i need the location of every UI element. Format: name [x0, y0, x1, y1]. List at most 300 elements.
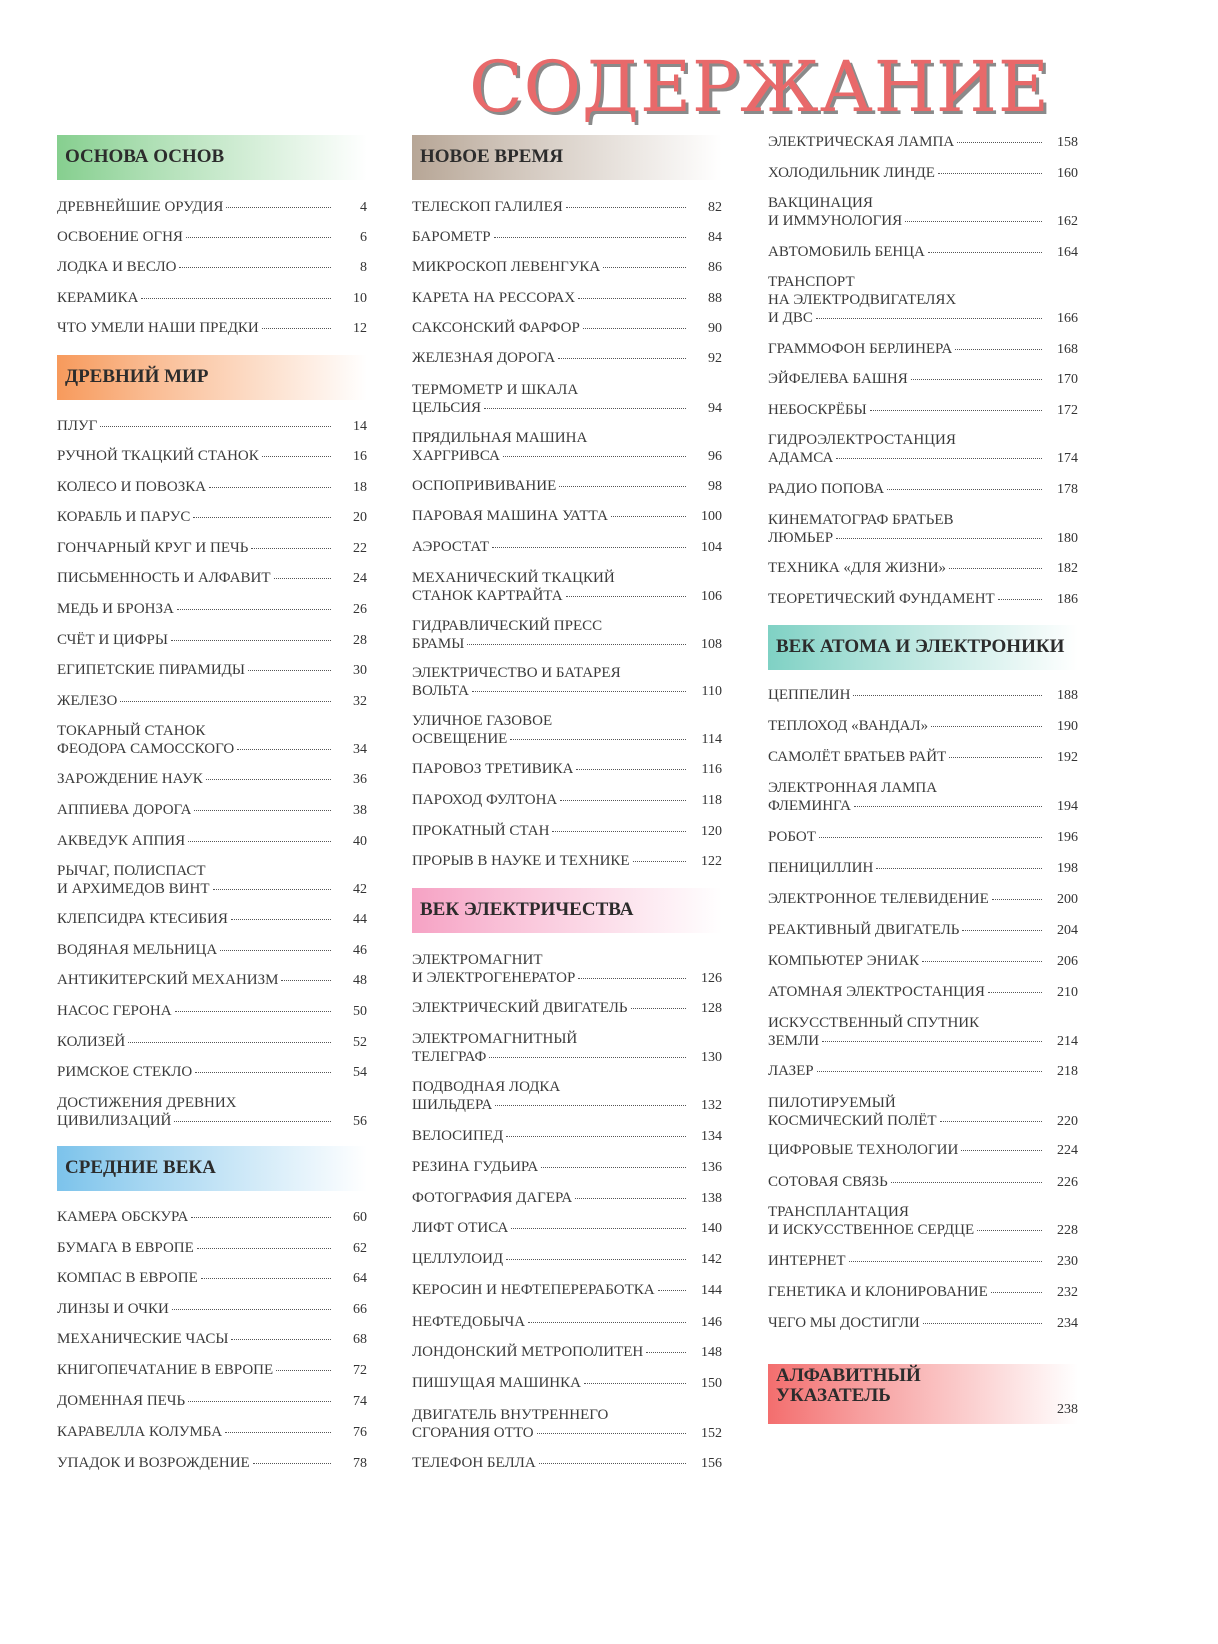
toc-entry-title: СГОРАНИЯ ОТТО	[412, 1425, 534, 1441]
toc-entry-title: ЛОДКА И ВЕСЛО	[57, 259, 177, 275]
toc-entry[interactable]	[57, 971, 367, 990]
page-number: 72	[353, 1363, 367, 1378]
dot-leader	[231, 1339, 331, 1340]
toc-entry[interactable]	[57, 600, 367, 619]
dot-leader	[492, 547, 686, 548]
toc-entry[interactable]	[768, 340, 1078, 359]
toc-entry[interactable]	[57, 1392, 367, 1411]
toc-entry-title: ДОСТИЖЕНИЯ ДРЕВНИХ	[57, 1095, 237, 1111]
toc-entry[interactable]	[412, 999, 722, 1018]
toc-entry[interactable]	[412, 477, 722, 496]
dot-leader	[817, 1071, 1042, 1072]
toc-entry-row	[57, 417, 367, 436]
dot-leader	[201, 1278, 331, 1279]
toc-entry-row	[57, 692, 367, 711]
toc-entry-row	[412, 999, 722, 1018]
toc-entry[interactable]	[768, 748, 1078, 767]
dot-leader	[576, 769, 686, 770]
toc-entry-title: И АРХИМЕДОВ ВИНТ	[57, 881, 210, 897]
toc-entry[interactable]	[412, 1374, 722, 1393]
toc-entry-title: АКВЕДУК АППИЯ	[57, 833, 186, 849]
dot-leader	[194, 810, 331, 811]
toc-entry-title: ЦИФРОВЫЕ ТЕХНОЛОГИИ	[768, 1142, 959, 1158]
toc-entry[interactable]	[412, 852, 722, 871]
toc-entry-title: ЛИНЗЫ И ОЧКИ	[57, 1301, 169, 1317]
toc-entry-row	[57, 508, 367, 527]
toc-entry[interactable]	[768, 1252, 1078, 1271]
page-number: 54	[353, 1065, 367, 1080]
toc-entry-row	[768, 952, 1078, 971]
toc-entry-title: И ЭЛЕКТРОГЕНЕРАТОР	[412, 970, 576, 986]
toc-entry[interactable]	[768, 1141, 1078, 1160]
toc-entry-row	[412, 507, 722, 526]
toc-entry[interactable]	[57, 941, 367, 960]
page-number: 32	[353, 694, 367, 709]
toc-entry[interactable]	[57, 1423, 367, 1442]
toc-entry[interactable]	[412, 760, 722, 779]
toc-entry[interactable]	[768, 370, 1078, 389]
toc-entry-title: ЛАЗЕР	[768, 1063, 814, 1079]
toc-entry[interactable]	[412, 791, 722, 810]
page-number: 210	[1057, 985, 1078, 1000]
toc-entry[interactable]	[57, 770, 367, 789]
dot-leader	[870, 410, 1042, 411]
toc-entry[interactable]	[57, 1208, 367, 1227]
toc-entry[interactable]	[57, 1063, 367, 1082]
page-number: 22	[353, 541, 367, 556]
section-header	[412, 888, 722, 933]
toc-entry-row	[57, 258, 367, 277]
dot-leader	[179, 267, 331, 268]
toc-entry-row	[768, 1112, 1078, 1131]
dot-leader	[188, 1401, 331, 1402]
dot-leader	[922, 961, 1042, 962]
toc-entry[interactable]	[412, 319, 722, 338]
toc-entry[interactable]	[57, 258, 367, 277]
page-number: 144	[701, 1283, 722, 1298]
toc-entry[interactable]	[57, 1239, 367, 1258]
toc-entry[interactable]	[768, 133, 1078, 152]
toc-entry-title: ТЕРМОМЕТР И ШКАЛА	[412, 382, 579, 398]
page-number: 168	[1057, 342, 1078, 357]
toc-entry-row	[57, 447, 367, 466]
toc-entry[interactable]	[768, 1203, 1078, 1240]
toc-entry[interactable]	[412, 1343, 722, 1362]
toc-entry-title: ЖЕЛЕЗО	[57, 693, 118, 709]
toc-entry-row	[768, 340, 1078, 359]
toc-entry[interactable]	[412, 349, 722, 368]
dot-leader	[633, 861, 686, 862]
dot-leader	[262, 456, 331, 457]
page-number: 148	[701, 1345, 722, 1360]
dot-leader	[206, 779, 331, 780]
page-number: 172	[1057, 403, 1078, 418]
toc-entry-title: ТЕОРЕТИЧЕСКИЙ ФУНДАМЕНТ	[768, 591, 995, 607]
toc-entry[interactable]	[768, 890, 1078, 909]
toc-entry-row	[57, 1330, 367, 1349]
toc-entry[interactable]	[57, 1269, 367, 1288]
toc-entry-row	[57, 661, 367, 680]
toc-entry[interactable]	[412, 228, 722, 247]
dot-leader	[560, 800, 686, 801]
dot-leader	[931, 726, 1042, 727]
toc-entry[interactable]	[768, 1314, 1078, 1333]
toc-entry-row	[57, 569, 367, 588]
toc-entry[interactable]	[57, 1361, 367, 1380]
toc-entry[interactable]	[57, 1033, 367, 1052]
toc-entry-title: ПРОРЫВ В НАУКЕ И ТЕХНИКЕ	[412, 853, 630, 869]
page-number: 170	[1057, 372, 1078, 387]
toc-entry-title: И ИММУНОЛОГИЯ	[768, 213, 903, 229]
page-number: 224	[1057, 1143, 1078, 1158]
toc-entry[interactable]	[412, 822, 722, 841]
toc-entry-title: ПИСЬМЕННОСТЬ И АЛФАВИТ	[57, 570, 271, 586]
toc-entry[interactable]	[57, 1300, 367, 1319]
toc-entry[interactable]	[768, 983, 1078, 1002]
toc-entry-title: ПИЛОТИРУЕМЫЙ	[768, 1095, 896, 1111]
toc-entry[interactable]	[57, 228, 367, 247]
toc-entry[interactable]	[768, 273, 1078, 328]
toc-entry-title: ПАРОХОД ФУЛТОНА	[412, 792, 558, 808]
page-number: 82	[708, 200, 722, 215]
toc-entry-row	[412, 228, 722, 247]
toc-entry[interactable]	[412, 1127, 722, 1146]
toc-entry[interactable]	[768, 717, 1078, 736]
dot-leader	[172, 1309, 331, 1310]
dot-leader	[611, 516, 686, 517]
page-number: 218	[1057, 1064, 1078, 1079]
toc-entry[interactable]	[57, 722, 367, 759]
toc-entry-row	[412, 319, 722, 338]
page-number: 104	[701, 540, 722, 555]
toc-entry-title: ИСКУССТВЕННЫЙ СПУТНИК	[768, 1015, 980, 1031]
page-number: 174	[1057, 451, 1078, 466]
toc-entry-title: ТЕЛЕГРАФ	[412, 1049, 487, 1065]
toc-entry[interactable]	[768, 1173, 1078, 1192]
toc-entry-title: КОЛЕСО И ПОВОЗКА	[57, 479, 207, 495]
toc-entry-row	[768, 921, 1078, 940]
toc-entry-row	[57, 478, 367, 497]
toc-entry-row	[768, 890, 1078, 909]
toc-entry[interactable]	[57, 508, 367, 527]
dot-leader	[849, 1261, 1043, 1262]
toc-entry-title: КАРАВЕЛЛА КОЛУМБА	[57, 1424, 223, 1440]
toc-entry[interactable]	[57, 1094, 367, 1131]
toc-entry[interactable]	[768, 590, 1078, 609]
page-number: 234	[1057, 1316, 1078, 1331]
toc-entry[interactable]	[768, 686, 1078, 705]
toc-entry-row	[57, 941, 367, 960]
dot-leader	[195, 1072, 331, 1073]
dot-leader	[998, 599, 1042, 600]
toc-entry-title: ГОНЧАРНЫЙ КРУГ И ПЕЧЬ	[57, 540, 249, 556]
section-title-line: ВЕК АТОМА И ЭЛЕКТРОНИКИ	[776, 636, 1065, 657]
toc-entry-title: ПАРОВОЗ ТРЕТИВИКА	[412, 761, 574, 777]
toc-entry-title: ГИДРАВЛИЧЕСКИЙ ПРЕСС	[412, 618, 603, 634]
toc-entry[interactable]	[412, 569, 722, 606]
toc-entry[interactable]	[768, 401, 1078, 420]
toc-entry-title: РЕЗИНА ГУДЬИРА	[412, 1159, 539, 1175]
toc-entry-title: ТЕЛЕСКОП ГАЛИЛЕЯ	[412, 199, 563, 215]
toc-entry-title: ЛЮМЬЕР	[768, 530, 834, 546]
toc-entry-row	[412, 258, 722, 277]
dot-leader	[949, 757, 1042, 758]
toc-entry-row	[57, 1392, 367, 1411]
toc-entry[interactable]	[57, 661, 367, 680]
page-number: 78	[353, 1456, 367, 1471]
page-number: 196	[1057, 830, 1078, 845]
toc-entry-title: ЗЕМЛИ	[768, 1033, 820, 1049]
toc-entry-title: ЭЛЕКТРОННОЕ ТЕЛЕВИДЕНИЕ	[768, 891, 989, 907]
toc-entry[interactable]	[57, 447, 367, 466]
toc-entry[interactable]	[768, 243, 1078, 262]
toc-entry[interactable]	[412, 258, 722, 277]
page-number: 150	[701, 1376, 722, 1391]
toc-entry-title: ТОКАРНЫЙ СТАНОК	[57, 723, 206, 739]
toc-entry-row	[57, 1300, 367, 1319]
toc-entry-title: БАРОМЕТР	[412, 229, 491, 245]
toc-entry-title: ФОТОГРАФИЯ ДАГЕРА	[412, 1190, 573, 1206]
toc-entry-title: ОСПОПРИВИВАНИЕ	[412, 478, 557, 494]
dot-leader	[248, 670, 331, 671]
toc-entry-title: САКСОНСКИЙ ФАРФОР	[412, 320, 580, 336]
toc-entry-title: МЕДЬ И БРОНЗА	[57, 601, 174, 617]
section-header	[57, 135, 367, 180]
toc-entry[interactable]	[768, 480, 1078, 499]
page-number: 182	[1057, 561, 1078, 576]
dot-leader	[251, 548, 331, 549]
page-number: 110	[701, 684, 722, 699]
toc-entry[interactable]	[768, 431, 1078, 468]
toc-entry[interactable]	[412, 951, 722, 988]
toc-entry-row	[412, 1189, 722, 1208]
page-number: 188	[1057, 688, 1078, 703]
toc-entry-row	[412, 349, 722, 368]
toc-entry-title: ЧЕГО МЫ ДОСТИГЛИ	[768, 1315, 920, 1331]
toc-entry-title: ПЛУГ	[57, 418, 98, 434]
toc-entry[interactable]	[412, 538, 722, 557]
page-number: 26	[353, 602, 367, 617]
dot-leader	[583, 328, 686, 329]
toc-entry[interactable]	[412, 198, 722, 217]
toc-entry[interactable]	[57, 1330, 367, 1349]
toc-entry[interactable]	[768, 1094, 1078, 1131]
toc-entry[interactable]	[412, 1189, 722, 1208]
dot-leader	[537, 1433, 686, 1434]
dot-leader	[528, 1322, 686, 1323]
toc-entry[interactable]	[57, 198, 367, 217]
dot-leader	[928, 252, 1042, 253]
toc-entry[interactable]	[57, 319, 367, 338]
toc-entry[interactable]	[412, 1313, 722, 1332]
toc-entry-row	[57, 1063, 367, 1082]
toc-entry[interactable]	[768, 511, 1078, 548]
page-number: 64	[353, 1271, 367, 1286]
toc-entry-title: КАМЕРА ОБСКУРА	[57, 1209, 189, 1225]
toc-entry-row	[57, 740, 367, 759]
page-number: 128	[701, 1001, 722, 1016]
page-number: 18	[353, 480, 367, 495]
toc-entry-title: ДОМЕННАЯ ПЕЧЬ	[57, 1393, 186, 1409]
page-number: 190	[1057, 719, 1078, 734]
page-number: 100	[701, 509, 722, 524]
page-number: 94	[708, 401, 722, 416]
toc-entry[interactable]	[57, 478, 367, 497]
toc-entry[interactable]	[412, 1454, 722, 1473]
toc-entry[interactable]	[412, 1158, 722, 1177]
toc-entry[interactable]	[768, 1062, 1078, 1081]
toc-entry-title: И ИСКУССТВЕННОЕ СЕРДЦЕ	[768, 1222, 975, 1238]
toc-entry-title: ПЕНИЦИЛЛИН	[768, 860, 874, 876]
page-number: 8	[360, 260, 367, 275]
toc-entry-title: РЫЧАГ, ПОЛИСПАСТ	[57, 863, 206, 879]
page-number: 12	[353, 321, 367, 336]
dot-leader	[262, 328, 331, 329]
page-number: 56	[353, 1114, 367, 1129]
toc-entry-row	[412, 1454, 722, 1473]
toc-entry[interactable]	[412, 1030, 722, 1067]
toc-entry-row	[412, 760, 722, 779]
toc-entry-row	[768, 686, 1078, 705]
toc-entry-title: УЛИЧНОЕ ГАЗОВОЕ	[412, 713, 553, 729]
toc-entry[interactable]	[412, 617, 722, 654]
dot-leader	[495, 1105, 686, 1106]
toc-entry[interactable]	[412, 1219, 722, 1238]
toc-entry-title: АДАМСА	[768, 450, 834, 466]
toc-entry-title: ЭЛЕКТРОМАГНИТ	[412, 952, 543, 968]
toc-entry-title: АППИЕВА ДОРОГА	[57, 802, 192, 818]
toc-entry-title: НЕФТЕДОБЫЧА	[412, 1314, 526, 1330]
toc-entry[interactable]	[768, 859, 1078, 878]
toc-entry-title: БУМАГА В ЕВРОПЕ	[57, 1240, 194, 1256]
toc-entry[interactable]	[57, 801, 367, 820]
toc-entry[interactable]	[57, 692, 367, 711]
page-number: 84	[708, 230, 722, 245]
toc-entry[interactable]	[412, 1281, 722, 1300]
dot-leader	[209, 487, 331, 488]
toc-entry-row	[768, 590, 1078, 609]
dot-leader	[489, 1057, 686, 1058]
toc-entry-title: ДВИГАТЕЛЬ ВНУТРЕННЕГО	[412, 1407, 609, 1423]
toc-entry[interactable]	[57, 910, 367, 929]
dot-leader	[552, 831, 686, 832]
toc-entry[interactable]	[768, 164, 1078, 183]
toc-entry[interactable]	[57, 569, 367, 588]
page-number: 238	[1057, 1402, 1078, 1417]
toc-entry[interactable]	[768, 779, 1078, 816]
toc-entry-title: ШИЛЬДЕРА	[412, 1097, 493, 1113]
dot-leader	[957, 142, 1042, 143]
toc-entry[interactable]	[57, 631, 367, 650]
section-header	[768, 625, 1078, 670]
toc-entry-title: КОЛИЗЕЙ	[57, 1034, 126, 1050]
toc-entry-row	[412, 791, 722, 810]
toc-entry-title: ЦЕППЕЛИН	[768, 687, 851, 703]
dot-leader	[539, 1463, 686, 1464]
page-number: 36	[353, 772, 367, 787]
dot-leader	[876, 868, 1042, 869]
toc-entry-row	[768, 828, 1078, 847]
page-number: 4	[360, 200, 367, 215]
dot-leader	[494, 237, 686, 238]
toc-entry[interactable]	[412, 664, 722, 701]
toc-entry[interactable]	[412, 1250, 722, 1269]
dot-leader	[174, 1121, 331, 1122]
toc-entry-row	[768, 1283, 1078, 1302]
toc-entry-row	[57, 1361, 367, 1380]
toc-entry-row	[768, 529, 1078, 548]
dot-leader	[225, 1432, 331, 1433]
toc-entry-row	[57, 228, 367, 247]
toc-entry-title: ТЕПЛОХОД «ВАНДАЛ»	[768, 718, 929, 734]
toc-entry-title: ХОЛОДИЛЬНИК ЛИНДЕ	[768, 165, 935, 181]
toc-entry[interactable]	[412, 712, 722, 749]
page-number: 140	[701, 1221, 722, 1236]
toc-entry[interactable]	[412, 507, 722, 526]
toc-entry-row	[412, 198, 722, 217]
toc-entry[interactable]	[768, 828, 1078, 847]
dot-leader	[559, 486, 686, 487]
toc-entry[interactable]	[412, 289, 722, 308]
toc-entry[interactable]	[57, 417, 367, 436]
page-number: 92	[708, 351, 722, 366]
toc-entry[interactable]	[768, 194, 1078, 231]
toc-entry[interactable]	[412, 381, 722, 418]
page-number: 46	[353, 943, 367, 958]
page-number: 106	[701, 589, 722, 604]
toc-entry[interactable]	[768, 1283, 1078, 1302]
toc-entry-row	[57, 1239, 367, 1258]
page-number: 60	[353, 1210, 367, 1225]
toc-entry[interactable]	[57, 1002, 367, 1021]
toc-entry[interactable]	[57, 539, 367, 558]
dot-leader	[503, 456, 686, 457]
toc-entry[interactable]	[57, 862, 367, 899]
toc-entry-title: ЭЛЕКТРОННАЯ ЛАМПА	[768, 780, 938, 796]
toc-entry[interactable]	[412, 1078, 722, 1115]
dot-leader	[128, 1042, 331, 1043]
toc-entry-title: НАСОС ГЕРОНА	[57, 1003, 172, 1019]
section-title-line: ОСНОВА ОСНОВ	[65, 146, 225, 167]
section-title	[65, 147, 224, 167]
toc-entry-row	[412, 730, 722, 749]
page-number: 204	[1057, 923, 1078, 938]
toc-entry[interactable]	[768, 952, 1078, 971]
toc-entry[interactable]	[57, 289, 367, 308]
page-number: 44	[353, 912, 367, 927]
dot-leader	[991, 1292, 1042, 1293]
toc-entry-title: ЭЛЕКТРИЧЕСКАЯ ЛАМПА	[768, 134, 955, 150]
toc-entry[interactable]	[768, 921, 1078, 940]
toc-entry-row	[57, 631, 367, 650]
page-number: 90	[708, 321, 722, 336]
page-number: 108	[701, 637, 722, 652]
toc-entry[interactable]	[57, 832, 367, 851]
dot-leader	[891, 1182, 1042, 1183]
toc-entry[interactable]	[412, 1406, 722, 1443]
toc-entry[interactable]	[412, 429, 722, 466]
toc-entry[interactable]	[768, 559, 1078, 578]
dot-leader	[484, 408, 686, 409]
page-number: 152	[701, 1426, 722, 1441]
toc-entry[interactable]	[57, 1454, 367, 1473]
toc-entry-row	[412, 1219, 722, 1238]
section-header	[57, 355, 367, 400]
toc-entry-row	[412, 852, 722, 871]
toc-entry-title: КОСМИЧЕСКИЙ ПОЛЁТ	[768, 1113, 937, 1129]
toc-entry-row	[57, 880, 367, 899]
toc-entry[interactable]	[768, 1014, 1078, 1051]
